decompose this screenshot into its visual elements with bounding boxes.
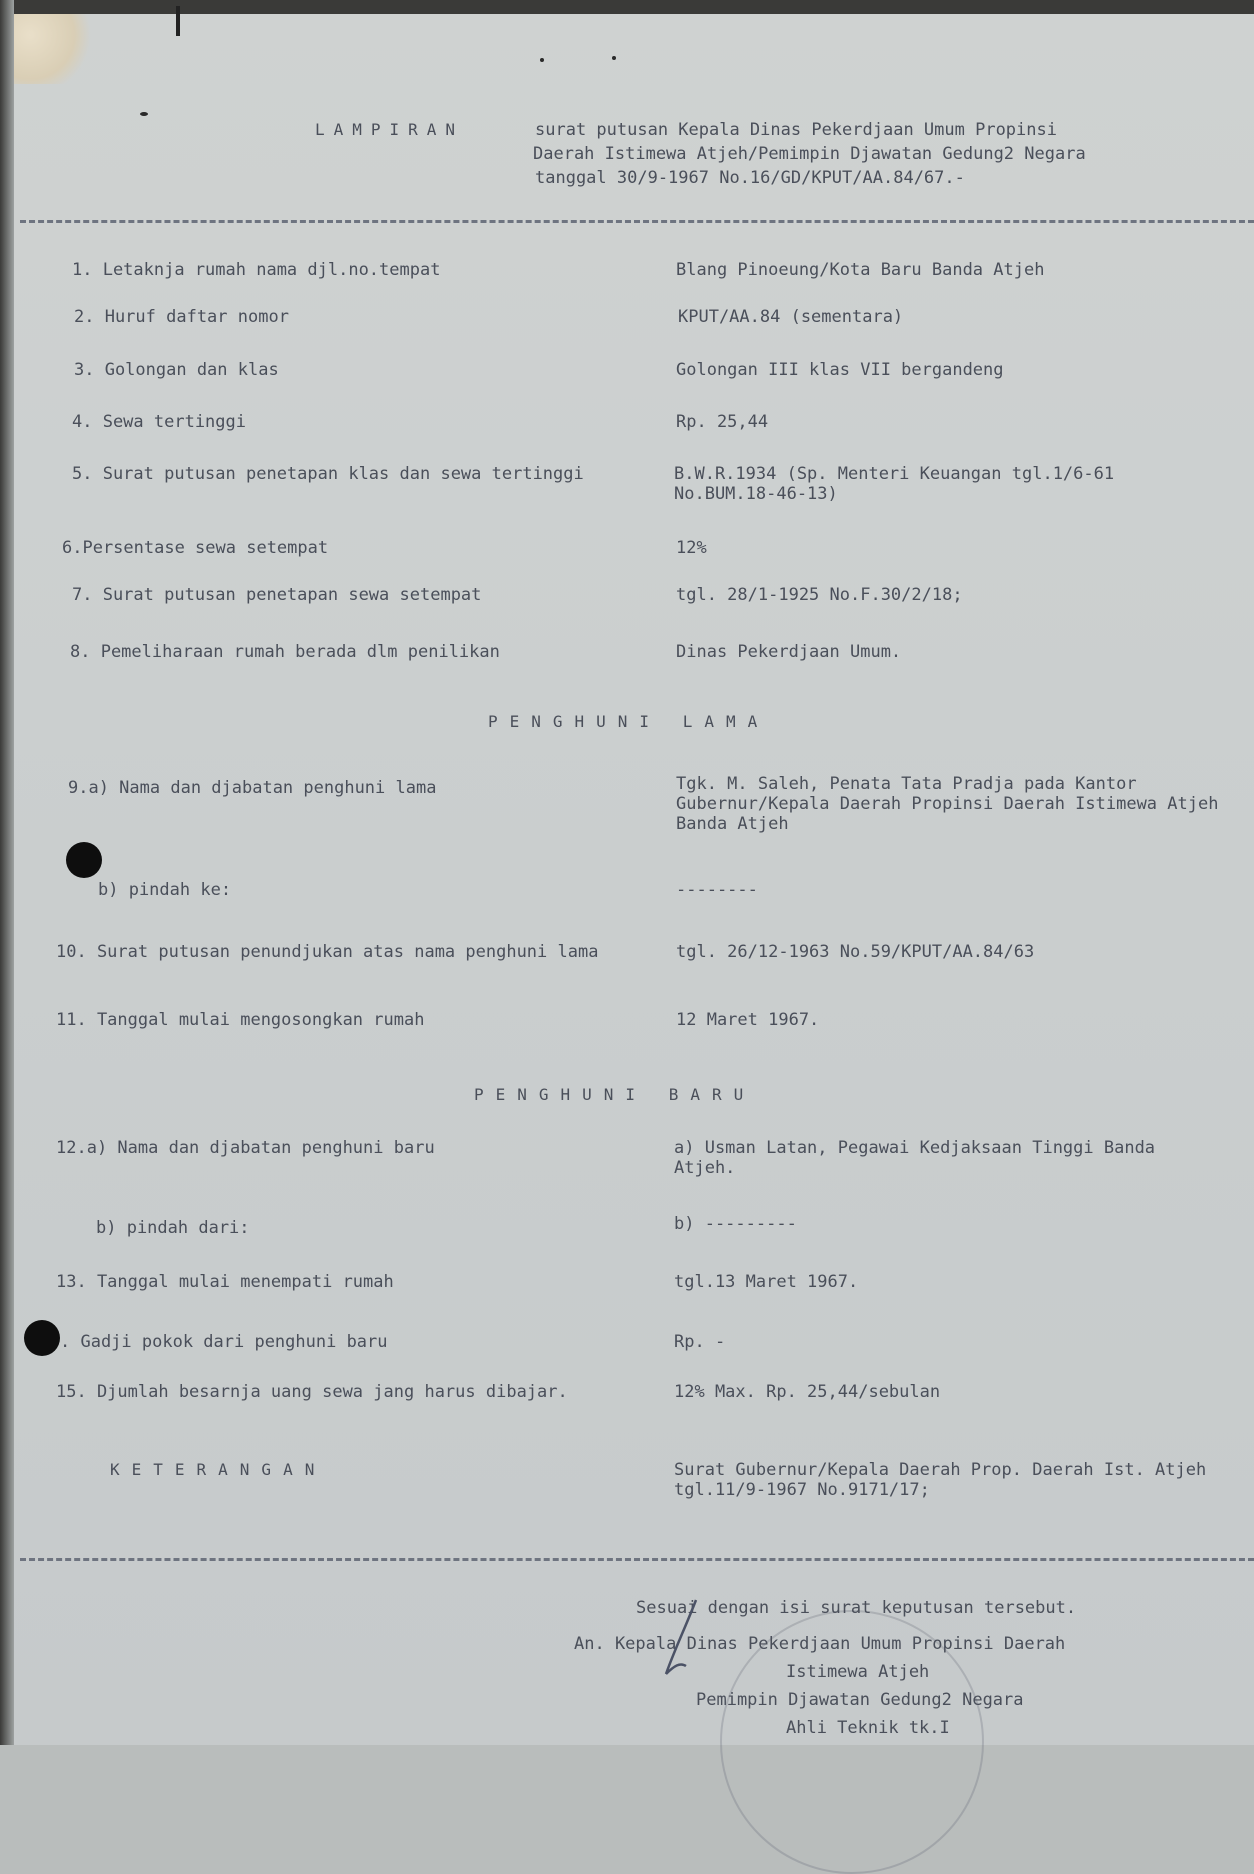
item-label: 11. Tanggal mulai mengosongkan rumah xyxy=(56,1010,425,1030)
footer-line: An. Kepala Dinas Pekerdjaan Umum Propinsi Daerah xyxy=(574,1634,1066,1654)
item-value: 12% Max. Rp. 25,44/sebulan xyxy=(674,1382,941,1402)
item-value: -------- xyxy=(676,880,758,900)
item-value: tgl. 28/1-1925 No.F.30/2/18; xyxy=(676,585,963,605)
keterangan-value: Surat Gubernur/Kepala Daerah Prop. Daerah Ist. Atjeh tgl.11/9-1967 No.9171/17; xyxy=(674,1460,1207,1500)
torn-corner xyxy=(14,14,94,84)
item-value: Blang Pinoeung/Kota Baru Banda Atjeh xyxy=(676,260,1045,280)
item-label: 2. Huruf daftar nomor xyxy=(74,307,289,327)
item-value: tgl. 26/12-1963 No.59/KPUT/AA.84/63 xyxy=(676,942,1035,962)
header-label: LAMPIRAN xyxy=(315,120,465,139)
item-label: 13. Tanggal mulai menempati rumah xyxy=(56,1272,394,1292)
item-value: a) Usman Latan, Pegawai Kedjaksaan Tinggi Banda Atjeh. xyxy=(674,1138,1156,1178)
item-label: b) pindah dari: xyxy=(96,1218,250,1238)
header-line: tanggal 30/9-1967 No.16/GD/KPUT/AA.84/67.- xyxy=(535,168,965,188)
item-value: B.W.R.1934 (Sp. Menteri Keuangan tgl.1/6-61 No.BUM.18-46-13) xyxy=(674,464,1115,504)
speck xyxy=(540,58,544,62)
item-value: b) --------- xyxy=(674,1214,797,1234)
top-divider xyxy=(20,220,1254,223)
item-label: 5. Surat putusan penetapan klas dan sewa tertinggi xyxy=(72,464,584,484)
header-line: surat putusan Kepala Dinas Pekerdjaan Umum Propinsi xyxy=(535,120,1057,140)
item-label: 3. Golongan dan klas xyxy=(74,360,279,380)
item-label: 15. Djumlah besarnja uang sewa jang harus dibajar. xyxy=(56,1382,568,1402)
item-label: 9.a) Nama dan djabatan penghuni lama xyxy=(68,778,437,798)
item-label: 4. Sewa tertinggi xyxy=(72,412,246,432)
keterangan-label: KETERANGAN xyxy=(110,1460,327,1479)
speck xyxy=(612,56,616,60)
item-label: 12.a) Nama dan djabatan penghuni baru xyxy=(56,1138,435,1158)
item-value: tgl.13 Maret 1967. xyxy=(674,1272,859,1292)
footer-line: Ahli Teknik tk.I xyxy=(786,1718,950,1738)
bottom-divider xyxy=(20,1558,1254,1561)
header-line: Daerah Istimewa Atjeh/Pemimpin Djawatan Gedung2 Negara xyxy=(533,144,1086,164)
section-heading-penghuni-baru: PENGHUNI BARU xyxy=(474,1085,756,1104)
punch-hole xyxy=(66,842,102,878)
punch-hole xyxy=(24,1320,60,1356)
item-label: . Gadji pokok dari penghuni baru xyxy=(60,1332,388,1352)
item-value: Dinas Pekerdjaan Umum. xyxy=(676,642,902,662)
item-value: Rp. - xyxy=(674,1332,726,1352)
pen-mark xyxy=(176,6,180,36)
header-text xyxy=(535,118,1086,190)
item-label: 1. Letaknja rumah nama djl.no.tempat xyxy=(72,260,441,280)
item-value: Golongan III klas VII bergandeng xyxy=(676,360,1004,380)
item-value: Rp. 25,44 xyxy=(676,412,769,432)
item-label: 10. Surat putusan penundjukan atas nama penghuni lama xyxy=(56,942,599,962)
item-value: Tgk. M. Saleh, Penata Tata Pradja pada Kantor Gubernur/Kepala Daerah Propinsi Daerah Istimewa Atjeh Banda Atjeh xyxy=(676,774,1219,834)
speck xyxy=(140,112,148,116)
scan-top-edge xyxy=(0,0,1254,14)
item-label: b) pindah ke: xyxy=(98,880,232,900)
item-value: 12 Maret 1967. xyxy=(676,1010,820,1030)
item-value: KPUT/AA.84 (sementara) xyxy=(678,307,904,327)
scan-left-edge xyxy=(0,0,14,1745)
footer-line: Sesuai dengan isi surat keputusan tersebut. xyxy=(636,1598,1077,1618)
item-value: 12% xyxy=(676,538,707,558)
handwritten-signature xyxy=(656,1596,716,1686)
footer-line: Istimewa Atjeh xyxy=(786,1662,930,1682)
item-label: 6.Persentase sewa setempat xyxy=(62,538,329,558)
footer-line: Pemimpin Djawatan Gedung2 Negara xyxy=(696,1690,1024,1710)
item-label: 7. Surat putusan penetapan sewa setempat xyxy=(72,585,482,605)
item-label: 8. Pemeliharaan rumah berada dlm penilikan xyxy=(70,642,500,662)
section-heading-penghuni-lama: PENGHUNI LAMA xyxy=(488,712,770,731)
